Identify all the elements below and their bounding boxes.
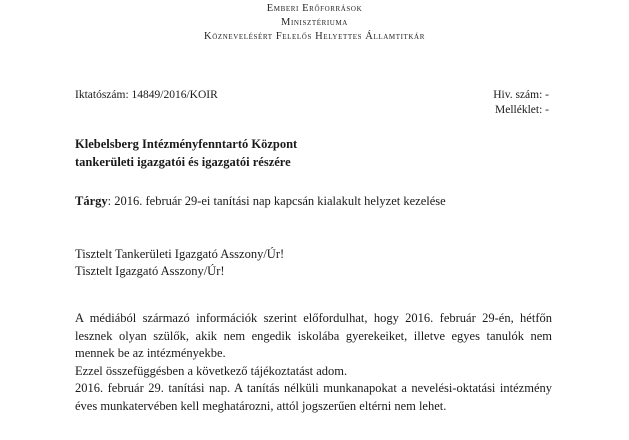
- salutation-line-1: Tisztelt Tankerületi Igazgató Asszony/Úr!: [75, 247, 285, 261]
- recipient-block: [75, 135, 297, 171]
- reference-right: [409, 88, 549, 118]
- hiv-szam: Hiv. szám: -: [493, 89, 549, 101]
- subject-text: : 2016. február 29-ei tanítási nap kapcsán kialakult helyzet kezelése: [107, 194, 446, 208]
- letterhead-line-2: Minisztériuma: [281, 17, 348, 28]
- subject-label: Tárgy: [75, 194, 108, 208]
- recipient-line-1: Klebelsberg Intézményfenntartó Központ: [75, 137, 298, 151]
- recipient-line-2: tankerületi igazgatói és igazgatói részére: [75, 155, 291, 169]
- melleklet: Melléklet: -: [495, 104, 549, 116]
- subject-line: [75, 193, 446, 209]
- letter-body: [75, 310, 552, 416]
- letterhead-line-1: Emberi Erőforrások: [266, 3, 363, 14]
- letterhead-line-3: Köznevelésért Felelős Helyettes Államtitkár: [204, 31, 425, 42]
- salutation-block: [75, 246, 284, 280]
- letterhead: [0, 2, 629, 44]
- body-paragraph-3: 2016. február 29. tanítási nap. A tanítás nélküli munkanapokat a nevelési-oktatási intézmény éves munkatervében kell meghatározni, attól jogszerűen eltérni nem lehet.: [75, 381, 552, 413]
- filing-number: Iktatószám: 14849/2016/KOIR: [75, 89, 218, 101]
- salutation-line-2: Tisztelt Igazgató Asszony/Úr!: [75, 264, 225, 278]
- body-paragraph-1: A médiából származó információk szerint előfordulhat, hogy 2016. február 29-én, hétfőn lesznek olyan szülők, akik nem engedik iskolába gyerekeiket, illetve egyes tanulók nem mennek be az intézményekbe.: [75, 311, 552, 361]
- body-paragraph-2: Ezzel összefüggésben a következő tájékoztatást adom.: [75, 363, 348, 378]
